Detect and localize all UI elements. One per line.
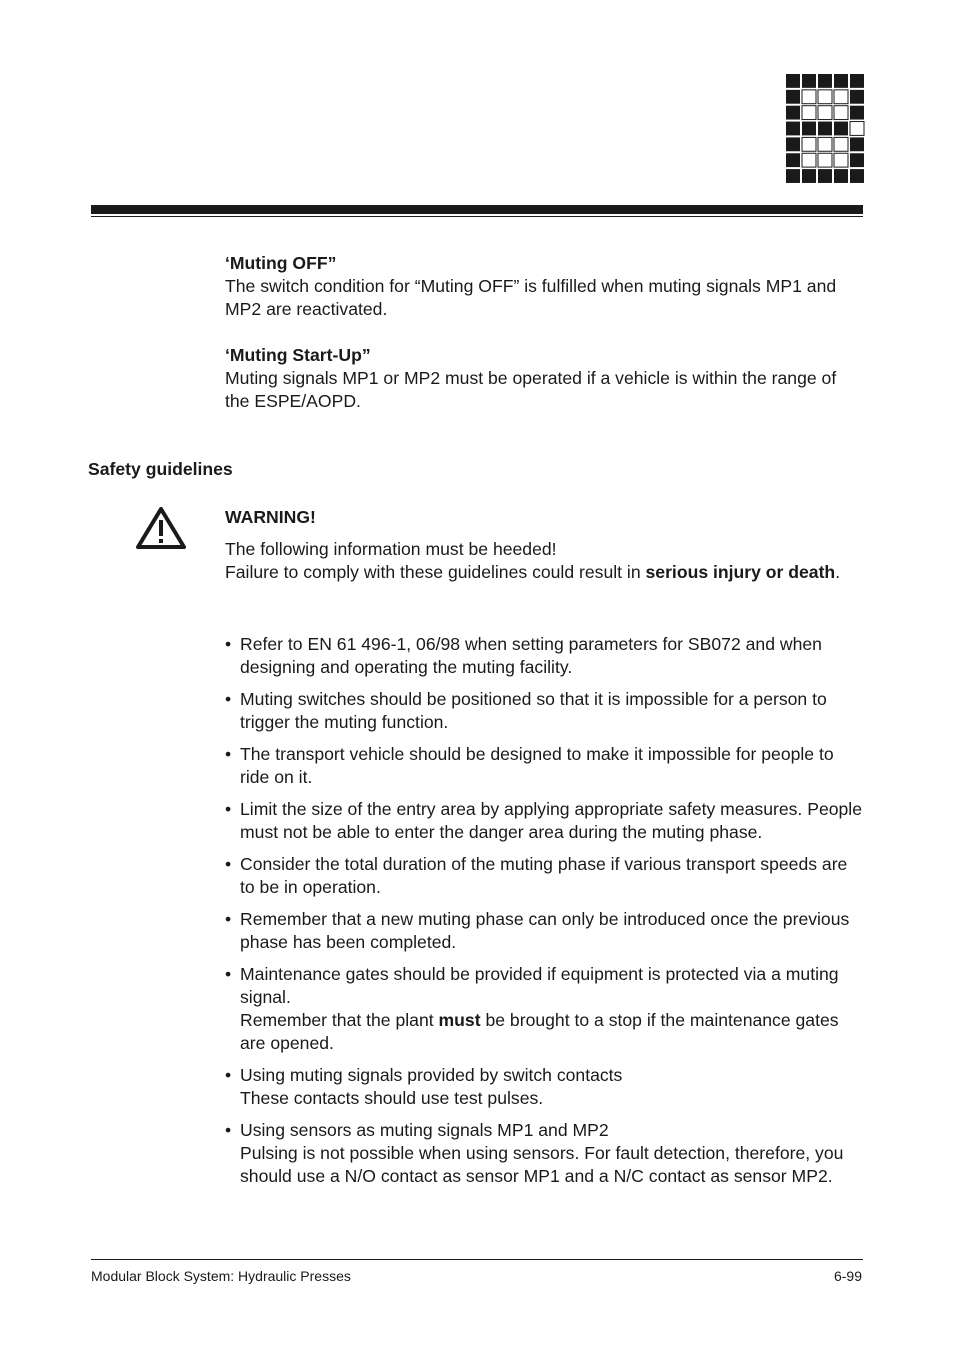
logo-cell [802,74,816,88]
logo-cell [818,153,832,167]
bullet-text: Remember that a new muting phase can only be introduced once the previous phase has been completed. [240,909,850,952]
logo-cell [850,153,864,167]
bullet-text: Maintenance gates should be provided if equipment is protected via a muting signal. [240,964,839,1007]
logo-cell [802,106,816,120]
logo-cell [786,137,800,151]
logo-cell [802,122,816,136]
logo-cell [786,122,800,136]
bullet-dot: • [225,744,232,764]
bullet-subtext [240,1009,865,1055]
list-item [225,1064,865,1110]
logo-cell [850,137,864,151]
logo-cell [818,74,832,88]
footer-rule [91,1259,863,1260]
bullet-subtext: Pulsing is not possible when using sensors. For fault detection, therefore, you should use a N/O contact as sensor MP1 and a N/C contact as sensor MP2. [240,1143,844,1186]
list-item [225,743,865,789]
logo-cell [818,169,832,183]
logo-cell [818,122,832,136]
bullet-sub-pre: Remember that the plant [240,1010,439,1030]
muting-startup-section [225,344,865,413]
logo-cell [834,90,848,104]
warning-intro-bold: serious injury or death [645,562,836,582]
bullet-text: Muting switches should be positioned so that it is impossible for a person to trigger the muting function. [240,689,827,732]
warning-block [225,506,865,584]
bullet-text: Refer to EN 61 496-1, 06/98 when setting parameters for SB072 and when designing and operating the muting facility. [240,634,822,677]
bullet-dot: • [225,634,232,654]
logo-cell [834,74,848,88]
logo-cell [818,106,832,120]
warning-intro-pre: Failure to comply with these guidelines could result in [225,562,646,582]
logo-cell [834,153,848,167]
warning-intro-line2 [225,561,865,584]
bullet-dot: • [225,689,232,709]
bullet-dot: • [225,854,232,874]
bullet-dot: • [225,799,232,819]
list-item [225,688,865,734]
logo-cell [850,169,864,183]
warning-intro-line1: The following information must be heeded! [225,539,557,559]
logo-cell [802,90,816,104]
muting-off-section [225,252,865,321]
logo-cell [802,137,816,151]
logo-cell [818,137,832,151]
page-number: 6-99 [833,1268,862,1284]
logo-cell [786,153,800,167]
bullet-sub-post: be brought to a stop if the maintenance gates are opened. [240,1010,839,1053]
footer-title: Modular Block System: Hydraulic Presses [91,1268,351,1284]
list-item [225,633,865,679]
list-item [225,908,865,954]
logo-cell [834,106,848,120]
logo-cell [850,90,864,104]
bullet-sub-bold: must [438,1010,481,1030]
bullet-dot: • [225,1065,232,1085]
bullet-text: Using muting signals provided by switch contacts [240,1065,623,1085]
muting-off-text: The switch condition for “Muting OFF” is fulfilled when muting signals MP1 and MP2 are reactivated. [225,276,837,319]
safety-bullet-list [225,633,865,1197]
logo-cell [818,90,832,104]
bullet-text: Using sensors as muting signals MP1 and MP2 [240,1120,609,1140]
bullet-subtext: These contacts should use test pulses. [240,1088,544,1108]
list-item [225,853,865,899]
logo-cell [802,153,816,167]
header-rule-thick [91,205,863,214]
logo-cell [850,74,864,88]
logo-cell [850,106,864,120]
logo-cell [786,169,800,183]
muting-startup-text: Muting signals MP1 or MP2 must be operated if a vehicle is within the range of the ESPE/AOPD. [225,368,837,411]
bullet-dot: • [225,964,232,984]
muting-startup-heading: ‘Muting Start-Up” [225,345,371,365]
logo-cell [850,122,864,136]
logo-cell [802,169,816,183]
warning-label: WARNING! [225,507,316,527]
logo-cell [834,169,848,183]
list-item [225,963,865,1055]
bullet-text: The transport vehicle should be designed to make it impossible for people to ride on it. [240,744,834,787]
logo-cell [786,106,800,120]
muting-off-heading: ‘Muting OFF” [225,253,337,273]
logo-cell [834,122,848,136]
bullet-dot: • [225,1120,232,1140]
grid-logo-icon [785,73,865,184]
warning-triangle-icon [135,505,187,551]
bullet-dot: • [225,909,232,929]
logo-cell [834,137,848,151]
safety-guidelines-title: Safety guidelines [88,459,233,479]
warning-intro-post: . [835,562,841,582]
logo-cell [786,74,800,88]
logo-cell [786,90,800,104]
bullet-text: Consider the total duration of the muting phase if various transport speeds are to be in operation. [240,854,848,897]
bullet-text: Limit the size of the entry area by applying appropriate safety measures. People must not be able to enter the danger area during the muting phase. [240,799,862,842]
header-rule-thin [91,216,863,217]
list-item [225,798,865,844]
list-item [225,1119,865,1188]
